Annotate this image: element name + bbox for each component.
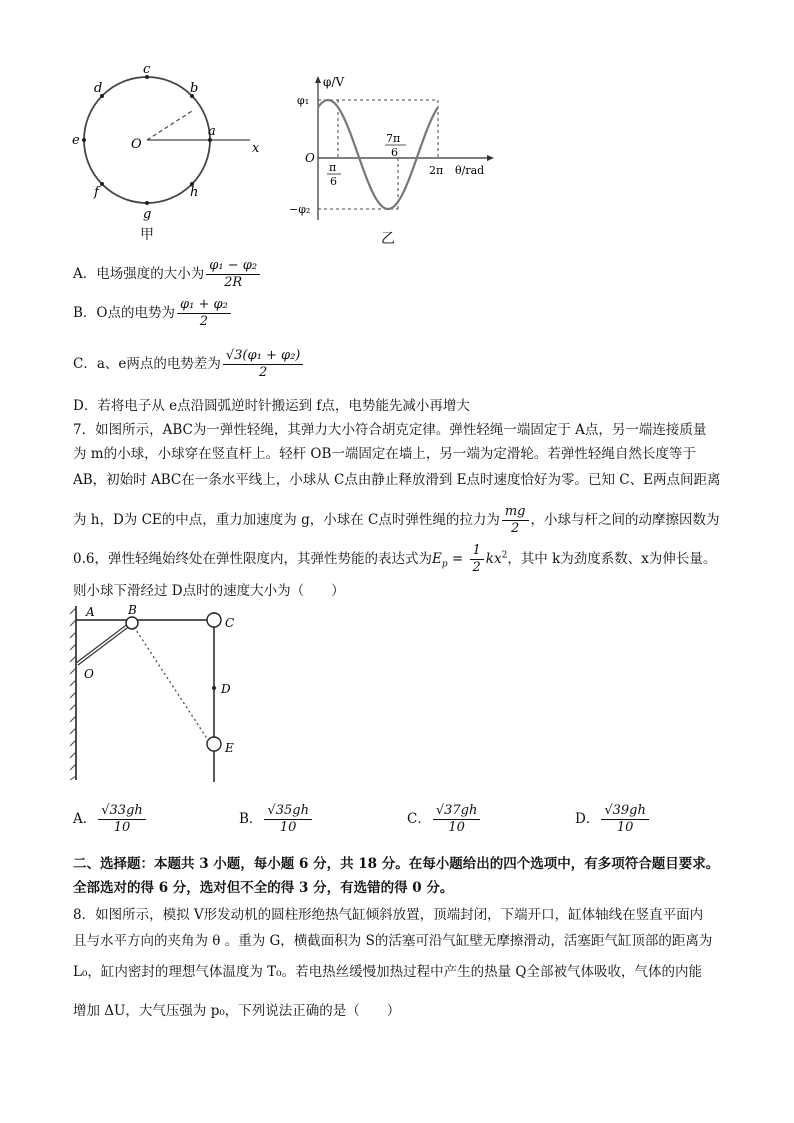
figure-jia-caption: 甲 (140, 227, 154, 243)
q6-option-a: A．电场强度的大小为 $\frac{\text{φ₁ − φ₂}}{2R}$ (73, 258, 262, 291)
figure-yi-graph (285, 70, 495, 245)
q7-half-fraction: $\frac{1}{2}$ (470, 543, 484, 576)
point-b-label: b (190, 81, 199, 96)
potential-curve (318, 100, 438, 209)
q7-choice-d[interactable]: D． $\frac{√39gh}{10}$ (575, 803, 651, 836)
tick-6-label: 6 (330, 175, 337, 188)
label-O: O (84, 667, 94, 681)
q7-choice-c[interactable]: C． $\frac{√37gh}{10}$ (407, 803, 482, 836)
label-D: D (221, 682, 231, 696)
q7-line-6: 则小球下滑经过 D点时的速度大小为（ ） (73, 583, 345, 599)
q8-line-3: L₀，缸内密封的理想气体温度为 T₀。若电热丝缓慢加热过程中产生的热量 Q全部被气体吸收，气体的内能 (73, 964, 702, 980)
section-2-line-1: 二、选择题：本题共 3 小题，每小题 6 分，共 18 分。在每小题给出的四个选项中，有多项符合题目要求。 (73, 856, 720, 872)
q6-option-b: B．O点的电势为 $\frac{\text{φ₁ + φ₂}}{2}$ (73, 297, 233, 330)
label-B: B (128, 603, 137, 617)
figure-yi-caption: 乙 (381, 231, 395, 247)
q7-line-2: 为 m的小球，小球穿在竖直杆上。轻杆 OB一端固定在墙上，另一端为定滑轮。若弹性轻绳自然长度等于 (73, 446, 696, 462)
figure-jia-circle (70, 62, 270, 242)
point-c-label: c (143, 62, 151, 77)
label-E: E (225, 741, 234, 755)
tick-2pi-label: 2π (429, 164, 444, 177)
x-axis-label: θ/rad (455, 164, 485, 177)
q7-choice-a[interactable]: A． $\frac{√33gh}{10}$ (73, 803, 148, 836)
q7-tension-fraction: $\frac{mg}{2}$ (502, 504, 529, 537)
q6-c-fraction: $\frac{\text{√3(φ₁ + φ₂)}}{2}$ (223, 348, 303, 381)
q6-a-fraction: $\frac{\text{φ₁ − φ₂}}{2R}$ (206, 258, 260, 291)
point-O-label: O (131, 137, 142, 152)
q6-option-c: C．a、e两点的电势差为 $\frac{\text{√3(φ₁ + φ₂)}}{2}$ (73, 348, 305, 381)
q7-line-4: 为 h，D为 CE的中点，重力加速度为 g，小球在 C点时弹性绳的拉力为 $\frac{mg}{2}$ ，小球与杆之间的动摩擦因数为 (73, 504, 720, 536)
q8-line-2: 且与水平方向的夹角为 θ 。重为 G，横截面积为 S的活塞可沿气缸壁无摩擦滑动，活塞距气缸顶部的距离为 (73, 933, 713, 949)
point-d-label: d (94, 81, 103, 96)
q8-line-4: 增加 ΔU，大气压强为 p₀，下列说法正确的是（ ） (73, 1003, 401, 1019)
tick-pi-label: π (329, 161, 337, 174)
q7-line-5: 0.6，弹性轻绳始终处在弹性限度内，其弹性势能的表达式为$E_p$ = $\frac{1}{2}$ $kx^2$，其中 k为劲度系数、x为伸长量。 (73, 543, 717, 575)
tick-6b-label: 6 (391, 146, 398, 159)
point-a-label: a (208, 124, 216, 139)
q7-figure (68, 602, 248, 787)
q6-b-fraction: $\frac{\text{φ₁ + φ₂}}{2}$ (177, 297, 231, 330)
tick-7pi-label: 7π (386, 132, 401, 145)
point-g-label: g (143, 207, 152, 222)
q6-option-d: D．若将电子从 e点沿圆弧逆时针搬运到 f点，电势能先减小再增大 (73, 398, 470, 414)
point-h-label: h (190, 185, 199, 200)
y-axis-label: φ/V (323, 75, 345, 89)
q8-line-1: 8．如图所示，模拟 V形发动机的圆柱形绝热气缸倾斜放置，顶端封闭，下端开口，缸体轴线在竖直平面内 (73, 907, 704, 923)
q7-line-3: AB，初始时 ABC在一条水平线上，小球从 C点由静止释放滑到 E点时速度恰好为零。已知 C、E两点间距离 (73, 472, 721, 488)
neg-phi2-label: −φ₂ (289, 203, 311, 216)
point-f-label: f (94, 185, 99, 200)
label-C: C (225, 616, 235, 630)
q7-line-1: 7．如图所示，ABC为一弹性轻绳，其弹力大小符合胡克定律。弹性轻绳一端固定于 A点，另一端连接质量 (73, 422, 707, 438)
axis-x-label: x (252, 141, 260, 156)
label-A: A (86, 605, 95, 619)
phi1-label: φ₁ (297, 94, 310, 107)
origin-label: O (305, 151, 315, 165)
point-e-label: e (72, 133, 80, 148)
section-2-line-2: 全部选对的得 6 分，选对但不全的得 3 分，有选错的得 0 分。 (73, 880, 454, 896)
q7-choice-b[interactable]: B． $\frac{√35gh}{10}$ (239, 803, 314, 836)
